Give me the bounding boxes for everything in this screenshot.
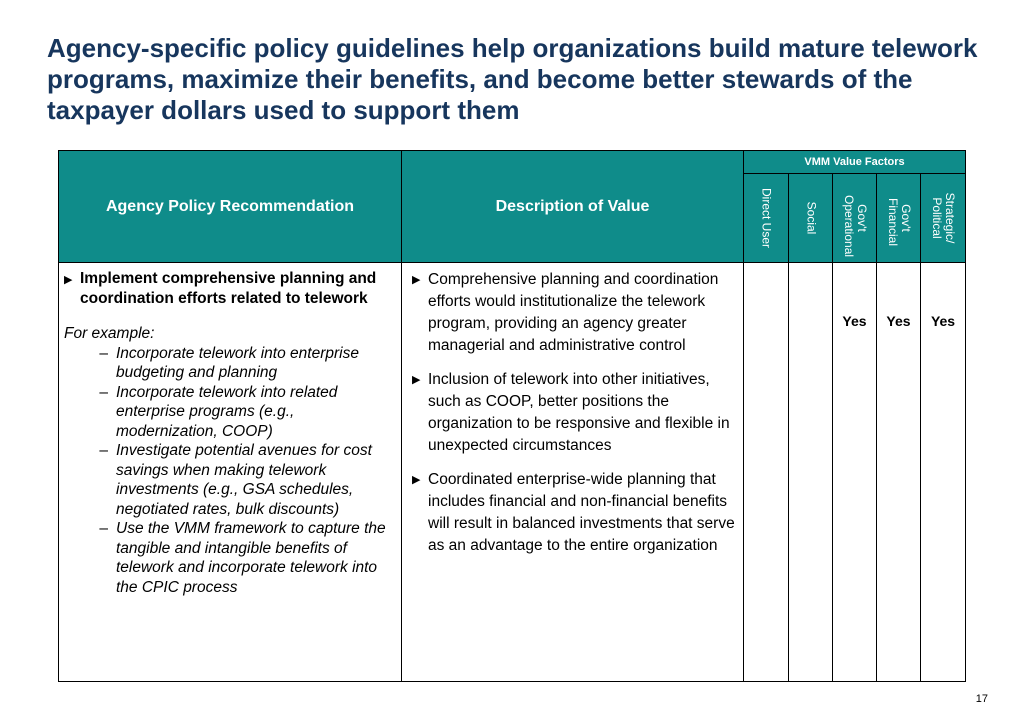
description-cell <box>402 263 744 682</box>
header-factor-direct-user <box>744 174 789 263</box>
dash-icon: – <box>99 344 108 362</box>
factor-cell-govt-financial: Yes <box>877 263 921 682</box>
page-number: 17 <box>975 693 988 705</box>
recommendation-cell <box>59 263 402 682</box>
value-text: Inclusion of telework into other initiatives, such as COOP, better positions the organization to be responsive and flexible in unexpected circumstances <box>428 371 730 454</box>
page-title: Agency-specific policy guidelines help organizations build mature telework programs, maximize their benefits, and become better stewards of the taxpayer dollars used to support them <box>47 33 978 125</box>
header-factor-govt-operational <box>833 174 877 263</box>
example-text: Incorporate telework into related enterprise programs (e.g., modernization, COOP) <box>116 383 338 440</box>
header-factor-strategic-political <box>921 174 966 263</box>
policy-table <box>58 150 966 682</box>
factor-label: Social <box>804 201 818 235</box>
list-item <box>412 269 739 357</box>
example-text: Investigate potential avenues for cost savings when making telework investments (e.g., GSA schedules, negotiated rates, bulk discounts) <box>116 442 372 518</box>
header-recommendation: Agency Policy Recommendation <box>59 151 402 263</box>
dash-icon: – <box>99 383 108 401</box>
dash-icon: – <box>99 520 108 537</box>
recommendation-text: Implement comprehensive planning and coordination efforts related to telework <box>80 270 377 307</box>
recommendation-item <box>64 269 397 308</box>
factor-cell-govt-operational: Yes <box>833 263 877 682</box>
dash-icon: – <box>99 442 108 459</box>
header-factor-govt-financial <box>877 174 921 263</box>
factor-label: Strategic/ Political <box>930 192 957 244</box>
header-vmm-value-factors: VMM Value Factors <box>744 151 966 174</box>
factor-label: Direct User <box>759 187 774 249</box>
list-item <box>64 383 397 442</box>
triangle-right-icon: ▶ <box>412 274 421 286</box>
factor-cell-social <box>789 263 833 682</box>
table-row <box>59 263 966 682</box>
example-text: Incorporate telework into enterprise budgeting and planning <box>116 344 359 381</box>
factor-label: Gov't Operational <box>841 195 869 258</box>
list-item <box>64 441 397 519</box>
list-item <box>64 344 397 383</box>
list-item <box>64 519 397 597</box>
header-factor-social <box>789 174 833 263</box>
factor-cell-strategic-political: Yes <box>921 263 966 682</box>
value-text: Coordinated enterprise-wide planning that includes financial and non-financial benefits will result in balanced investments that serve as an advantage to the entire organization <box>428 471 735 554</box>
factor-cell-direct-user <box>744 263 789 682</box>
list-item <box>412 469 739 557</box>
value-text: Comprehensive planning and coordination efforts would institutionalize the telework program, providing an agency greater managerial and administrative control <box>428 271 719 354</box>
factor-label: Gov't Financial <box>885 198 913 247</box>
triangle-right-icon: ▶ <box>64 274 73 286</box>
example-intro: For example: <box>64 325 155 342</box>
example-list <box>64 344 397 598</box>
triangle-right-icon: ▶ <box>412 374 421 386</box>
list-item <box>412 369 739 457</box>
example-text: Use the VMM framework to capture the tangible and intangible benefits of telework and incorporate telework into the CPIC process <box>116 520 386 596</box>
header-description: Description of Value <box>402 151 744 263</box>
triangle-right-icon: ▶ <box>412 474 421 486</box>
